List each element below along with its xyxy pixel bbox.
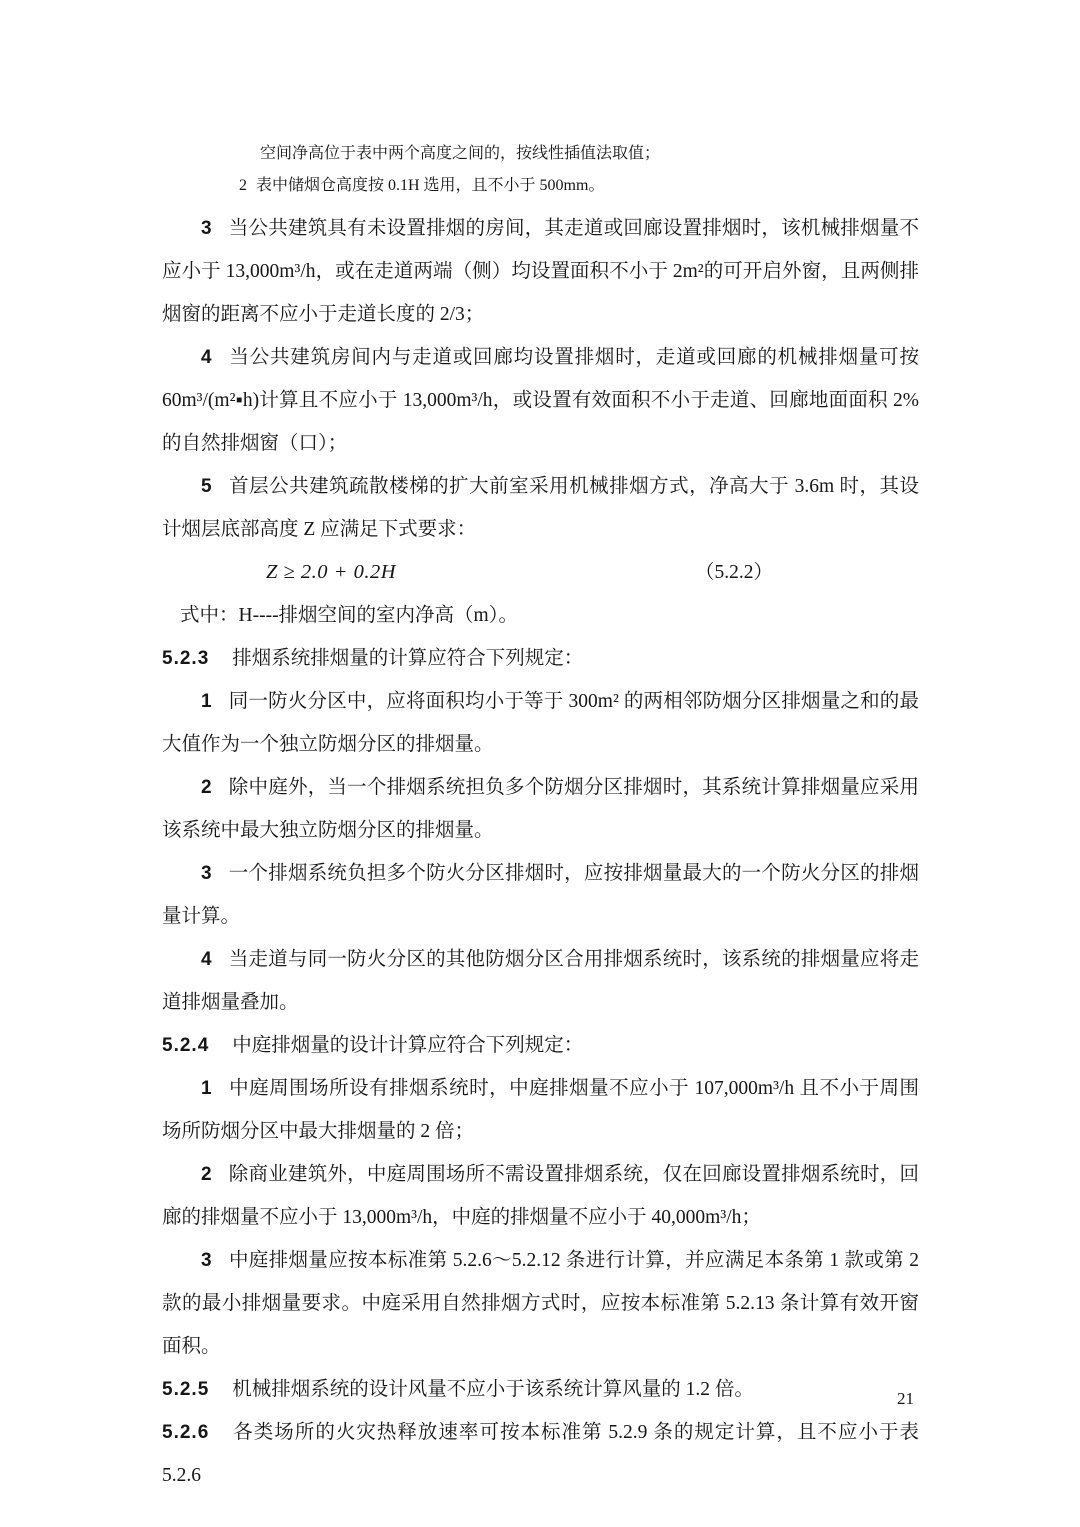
page-content (162, 138, 919, 1497)
item-text: 当公共建筑房间内与走道或回廊均设置排烟时，走道或回廊的机械排烟量可按 60m³/(m²▪h)计算且不应小于 13,000m³/h，或设置有效面积不小于走道、回廊地面面积 2%的自然排烟窗（口）； (162, 347, 919, 454)
section-number: 5.2.3 (162, 648, 210, 669)
item-text: 一个排烟系统负担多个防火分区排烟时，应按排烟量最大的一个防火分区的排烟量计算。 (162, 863, 919, 927)
item-text: 同一防火分区中，应将面积均小于等于 300m² 的两相邻防烟分区排烟量之和的最大值作为一个独立防烟分区的排烟量。 (162, 691, 919, 755)
clause-item (162, 766, 919, 852)
section-text: 机械排烟系统的设计风量不应小于该系统计算风量的 1.2 倍。 (232, 1379, 754, 1400)
item-number: 3 (201, 863, 212, 884)
item-number: 1 (201, 1078, 212, 1099)
clause-item (162, 1239, 919, 1368)
section-text: 各类场所的火灾热释放速率可按本标准第 5.2.9 条的规定计算，且不应小于表 5.2.6 (162, 1422, 919, 1486)
clause-item (162, 207, 919, 336)
section-number: 5.2.4 (162, 1035, 210, 1056)
note-item-text: 表中储烟仓高度按 0.1H 选用，且不小于 500mm。 (256, 177, 605, 194)
clause-item (162, 680, 919, 766)
section-heading-5-2-5 (162, 1368, 919, 1411)
section-number: 5.2.5 (162, 1379, 210, 1400)
note-item-2 (162, 170, 919, 202)
item-number: 3 (201, 218, 212, 239)
item-number: 1 (201, 691, 212, 712)
clause-item (162, 336, 919, 465)
item-text: 中庭排烟量应按本标准第 5.2.6～5.2.12 条进行计算，并应满足本条第 1 款或第 2 款的最小排烟量要求。中庭采用自然排烟方式时，应按本标准第 5.2.13 条计算有效开窗面积。 (162, 1250, 919, 1357)
formula-expression: Z ≥ 2.0 + 0.2H (266, 561, 397, 583)
formula-legend: 式中：H----排烟空间的室内净高（m）。 (180, 605, 518, 626)
item-number: 3 (201, 1250, 212, 1271)
item-number: 5 (201, 476, 212, 497)
item-text: 中庭周围场所设有排烟系统时，中庭排烟量不应小于 107,000m³/h 且不小于周围场所防烟分区中最大排烟量的 2 倍； (162, 1078, 919, 1142)
note-continuation-line: 空间净高位于表中两个高度之间的，按线性插值法取值； (260, 145, 661, 162)
item-text: 当走道与同一防火分区的其他防烟分区合用排烟系统时，该系统的排烟量应将走道排烟量叠加。 (162, 949, 919, 1013)
body-text (162, 207, 919, 1497)
formula-row (162, 551, 919, 594)
item-text: 除中庭外，当一个排烟系统担负多个防烟分区排烟时，其系统计算排烟量应采用该系统中最大独立防烟分区的排烟量。 (162, 777, 919, 841)
section-number: 5.2.6 (162, 1422, 210, 1443)
note-item-number: 2 (239, 177, 247, 194)
section-text: 中庭排烟量的设计计算应符合下列规定： (232, 1035, 584, 1056)
clause-item (162, 1153, 919, 1239)
section-heading-5-2-3 (162, 637, 919, 680)
page-number: 21 (897, 1389, 914, 1408)
item-text: 首层公共建筑疏散楼梯的扩大前室采用机械排烟方式，净高大于 3.6m 时，其设计烟层底部高度 Z 应满足下式要求： (162, 476, 919, 540)
item-number: 4 (201, 347, 212, 368)
section-heading-5-2-6 (162, 1411, 919, 1497)
clause-item (162, 1067, 919, 1153)
equation-number: （5.2.2） (694, 562, 773, 583)
item-text: 除商业建筑外，中庭周围场所不需设置排烟系统，仅在回廊设置排烟系统时，回廊的排烟量不应小于 13,000m³/h，中庭的排烟量不应小于 40,000m³/h； (162, 1164, 919, 1228)
item-number: 4 (201, 949, 212, 970)
section-text: 排烟系统排烟量的计算应符合下列规定： (232, 648, 584, 669)
item-number: 2 (201, 1164, 212, 1185)
item-number: 2 (201, 777, 212, 798)
clause-item (162, 938, 919, 1024)
table-notes (162, 138, 919, 202)
item-text: 当公共建筑具有未设置排烟的房间，其走道或回廊设置排烟时，该机械排烟量不应小于 13,000m³/h，或在走道两端（侧）均设置面积不小于 2m²的可开启外窗，且两侧排烟窗的距离不应小于走道长度的 2/3； (162, 218, 919, 325)
clause-item (162, 465, 919, 551)
section-heading-5-2-4 (162, 1024, 919, 1067)
clause-item (162, 852, 919, 938)
